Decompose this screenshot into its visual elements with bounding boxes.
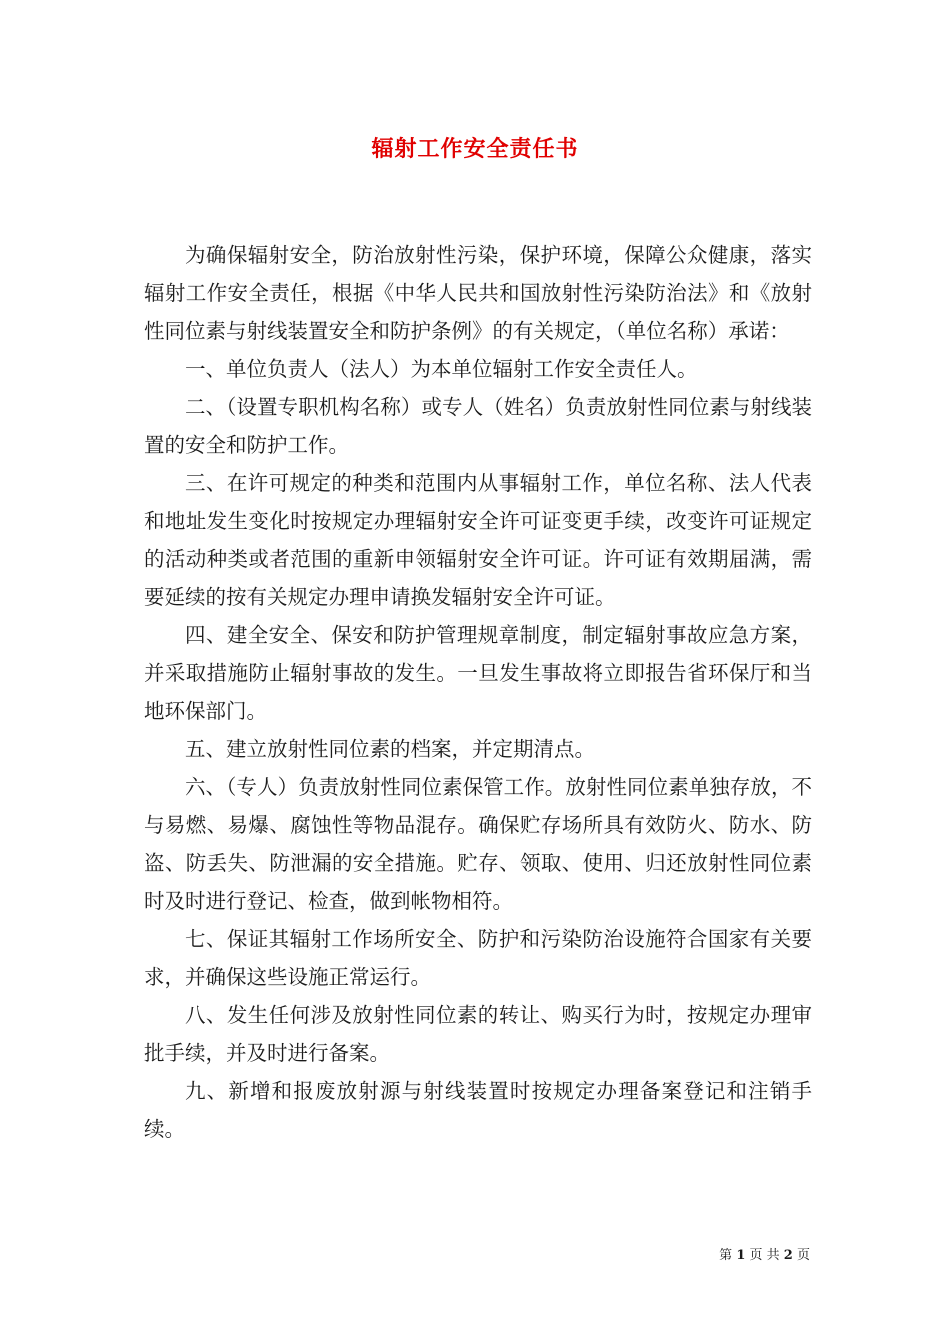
clause-2: 二、（设置专职机构名称）或专人（姓名）负责放射性同位素与射线装置的安全和防护工作。 [144,395,812,457]
document-body [144,236,812,1148]
clause-5: 五、建立放射性同位素的档案，并定期清点。 [185,737,595,761]
total-pages-number: 2 [783,1248,793,1263]
clause-6: 六、（专人）负责放射性同位素保管工作。放射性同位素单独存放，不与易燃、易爆、腐蚀性等物品混存。确保贮存场所具有效防火、防水、防盗、防丢失、防泄漏的安全措施。贮存、领取、使用、归还放射性同位素时及时进行登记、检查，做到帐物相符。 [144,775,812,913]
footer-middle: 页 共 [749,1248,780,1263]
footer-prefix: 第 [719,1248,733,1263]
page-number-footer [700,1244,810,1263]
clause-8: 八、发生任何涉及放射性同位素的转让、购买行为时，按规定办理审批手续，并及时进行备案。 [144,1003,812,1065]
document-title: 辐射工作安全责任书 [371,136,579,162]
clause-4: 四、建全安全、保安和防护管理规章制度，制定辐射事故应急方案，并采取措施防止辐射事故的发生。一旦发生事故将立即报告省环保厅和当地环保部门。 [144,623,812,723]
clause-9: 九、新增和报废放射源与射线装置时按规定办理备案登记和注销手续。 [144,1079,812,1141]
clause-3: 三、在许可规定的种类和范围内从事辐射工作，单位名称、法人代表和地址发生变化时按规定办理辐射安全许可证变更手续，改变许可证规定的活动种类或者范围的重新申领辐射安全许可证。许可证有效期届满，需要延续的按有关规定办理申请换发辐射安全许可证。 [144,471,812,609]
clause-7: 七、保证其辐射工作场所安全、防护和污染防治设施符合国家有关要求，并确保这些设施正常运行。 [144,927,812,989]
intro-paragraph: 为确保辐射安全，防治放射性污染，保护环境，保障公众健康，落实辐射工作安全责任，根据《中华人民共和国放射性污染防治法》和《放射性同位素与射线装置安全和防护条例》的有关规定，（单位名称）承诺： [144,243,812,343]
footer-suffix: 页 [796,1248,810,1263]
current-page-number: 1 [736,1248,746,1263]
clause-1: 一、单位负责人（法人）为本单位辐射工作安全责任人。 [185,357,698,381]
